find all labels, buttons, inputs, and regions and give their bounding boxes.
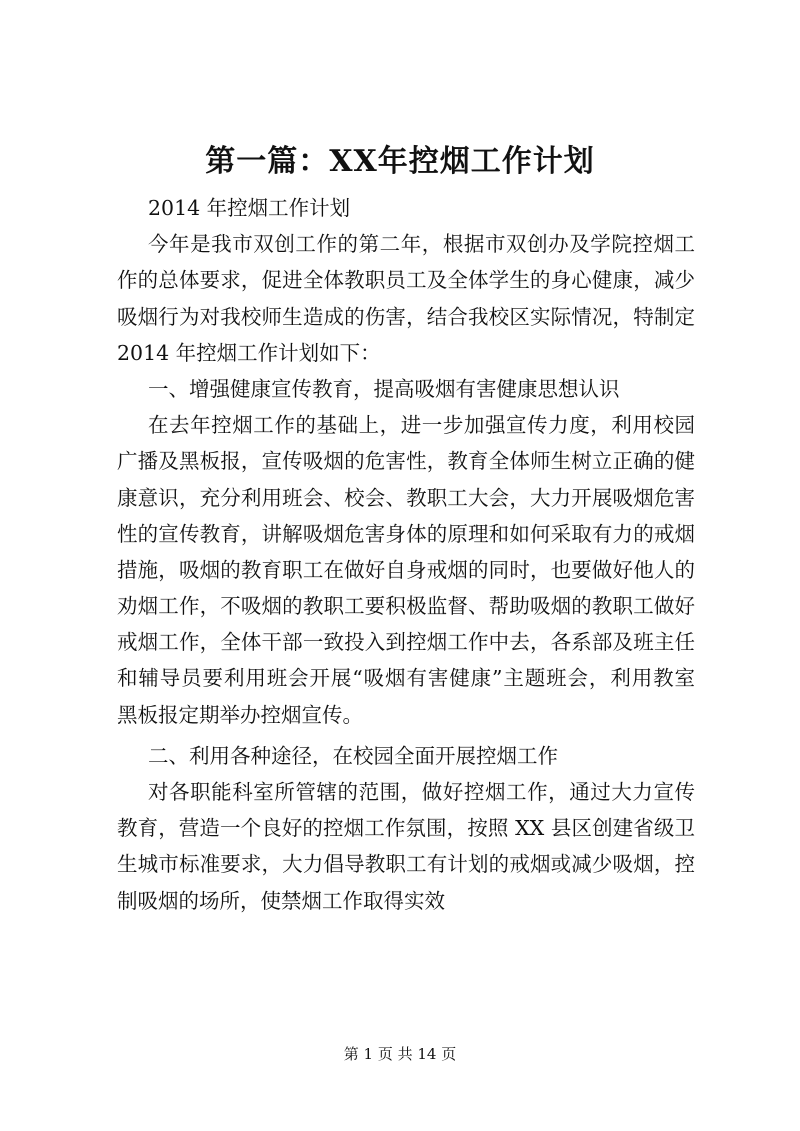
paragraph-line: 作的总体要求，促进全体教职员工及全体学生的身心健康，减少 [117,268,695,293]
paragraph-line: 性的宣传教育，讲解吸烟危害身体的原理和如何采取有力的戒烟 [117,521,695,546]
paragraph-line: 劝烟工作，不吸烟的教职工要积极监督、帮助吸烟的教职工做好 [117,594,695,619]
section-heading-1: 一、增强健康宣传教育，提高吸烟有害健康思想认识 [148,376,620,401]
paragraph-intro [117,226,695,371]
paragraph-line: 对各职能科室所管辖的范围，做好控烟工作，通过大力宣传 [148,780,695,804]
document-subtitle: 2014 年控烟工作计划 [148,196,351,220]
paragraph-line: 在去年控烟工作的基础上，进一步加强宣传力度，利用校园 [148,413,695,438]
page-footer [0,1043,800,1065]
paragraph-line: 康意识，充分利用班会、校会、教职工大会，大力开展吸烟危害 [117,485,695,510]
paragraph-line: 黑板报定期举办控烟宣传。 [117,702,363,727]
paragraph-line: 今年是我市双创工作的第二年，根据市双创办及学院控烟工 [148,232,695,257]
paragraph-line: 吸烟行为对我校师生造成的伤害，结合我校区实际情况，特制定 [117,304,695,329]
paragraph-section-2 [117,774,695,919]
paragraph-line: 生城市标准要求，大力倡导教职工有计划的戒烟或减少吸烟，控 [117,852,695,877]
paragraph-line: 制吸烟的场所，使禁烟工作取得实效 [117,888,445,913]
document-title: 第一篇：XX年控烟工作计划 [205,144,595,179]
page-indicator: 第 1 页 共 14 页 [343,1045,457,1063]
document-body [117,190,695,919]
paragraph-line: 措施，吸烟的教育职工在做好自身戒烟的同时，也要做好他人的 [117,557,695,582]
paragraph-line: 教育，营造一个良好的控烟工作氛围，按照 XX 县区创建省级卫 [117,816,695,841]
paragraph-line: 和辅导员要利用班会开展“吸烟有害健康”主题班会，利用教室 [117,666,695,691]
paragraph-line: 广播及黑板报，宣传吸烟的危害性，教育全体师生树立正确的健 [117,449,695,474]
paragraph-line: 2014 年控烟工作计划如下： [117,340,381,365]
paragraph-section-1 [117,407,695,733]
paragraph-line: 戒烟工作，全体干部一致投入到控烟工作中去，各系部及班主任 [117,630,695,655]
section-heading-2: 二、利用各种途径，在校园全面开展控烟工作 [148,743,558,768]
